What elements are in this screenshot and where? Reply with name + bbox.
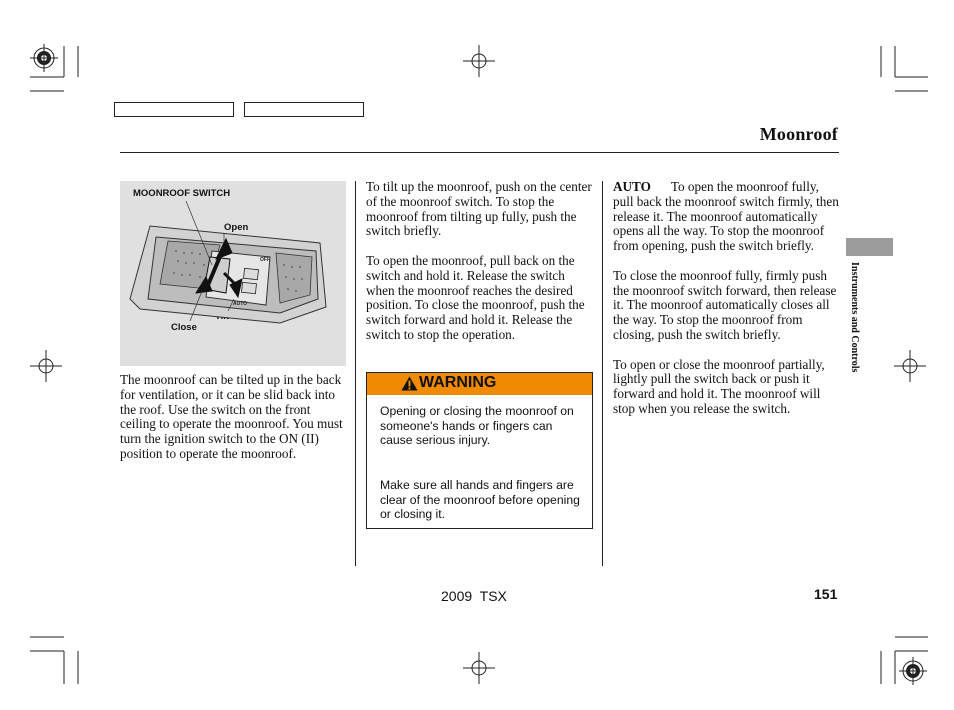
moonroof-switch-figure: [120, 181, 346, 366]
col2-paragraph-2: To open the moonroof, pull back on the switch and hold it. Release the switch when the moonroof reaches the desired position. To close the moonroof, push the switch forward and hold it. Release the switch to stop the operation.: [366, 252, 585, 342]
section-tab: [846, 238, 893, 256]
column-divider-2: [602, 181, 603, 566]
warning-title: WARNING: [419, 374, 497, 391]
moonroof-switch-illustration: [120, 181, 346, 366]
warning-paragraph-2: Make sure all hands and fingers are clear of the moonroof before opening or closing it.: [380, 478, 580, 522]
column-2-text: [366, 180, 594, 358]
figure-caption: MOONROOF SWITCH: [133, 188, 231, 199]
col3-paragraph-3: To open or close the moonroof partially, lightly pull the switch back or push it forward and hold it. The moonroof will stop when you release the switch.: [613, 356, 825, 416]
col3-paragraph-1-text: To open the moonroof fully, pull back the moonroof switch firmly, then release it. The moonroof automatically opens all the way. To stop the moonroof from opening, push the switch briefly.: [613, 179, 839, 254]
header-nav-box-1: [114, 102, 234, 117]
switch-label-auto: AUTO: [233, 301, 248, 307]
title-rule: [120, 152, 839, 153]
column-1-text: [120, 373, 348, 477]
col1-paragraph-1: The moonroof can be tilted up in the back for ventilation, or it can be slid back into the roof. Use the switch on the front ceiling to operate the moonroof. You must turn the ignition switch to the ON (II) position to operate the moonroof.: [120, 372, 343, 461]
switch-label-off: OFF: [260, 257, 270, 263]
column-3-text: [613, 180, 839, 432]
col3-paragraph-1: [613, 180, 839, 254]
label-open: Open: [224, 222, 249, 233]
auto-label: AUTO: [613, 179, 651, 194]
section-tab-label-text: Instruments and Controls: [849, 262, 860, 373]
warning-triangle-icon: [401, 376, 418, 391]
section-tab-label: [848, 262, 862, 412]
header-nav-box-2: [244, 102, 364, 117]
page-title: Moonroof: [759, 124, 838, 144]
warning-box: [366, 372, 593, 529]
footer-model: 2009 TSX: [441, 588, 507, 604]
column-divider-1: [355, 181, 356, 566]
col2-paragraph-1: To tilt up the moonroof, push on the center of the moonroof switch. To stop the moonroof from tilting up fully, push the switch briefly.: [366, 179, 592, 239]
col3-paragraph-2: To close the moonroof fully, firmly push the moonroof switch forward, then release it. The moonroof automatically closes all the way. To stop the moonroof from closing, push the switch briefly.: [613, 267, 837, 342]
label-close: Close: [171, 322, 197, 333]
page-number: 151: [814, 586, 838, 602]
warning-header: [367, 373, 592, 395]
warning-paragraph-1: Opening or closing the moonroof on someone's hands or fingers can cause serious injury.: [380, 404, 574, 448]
